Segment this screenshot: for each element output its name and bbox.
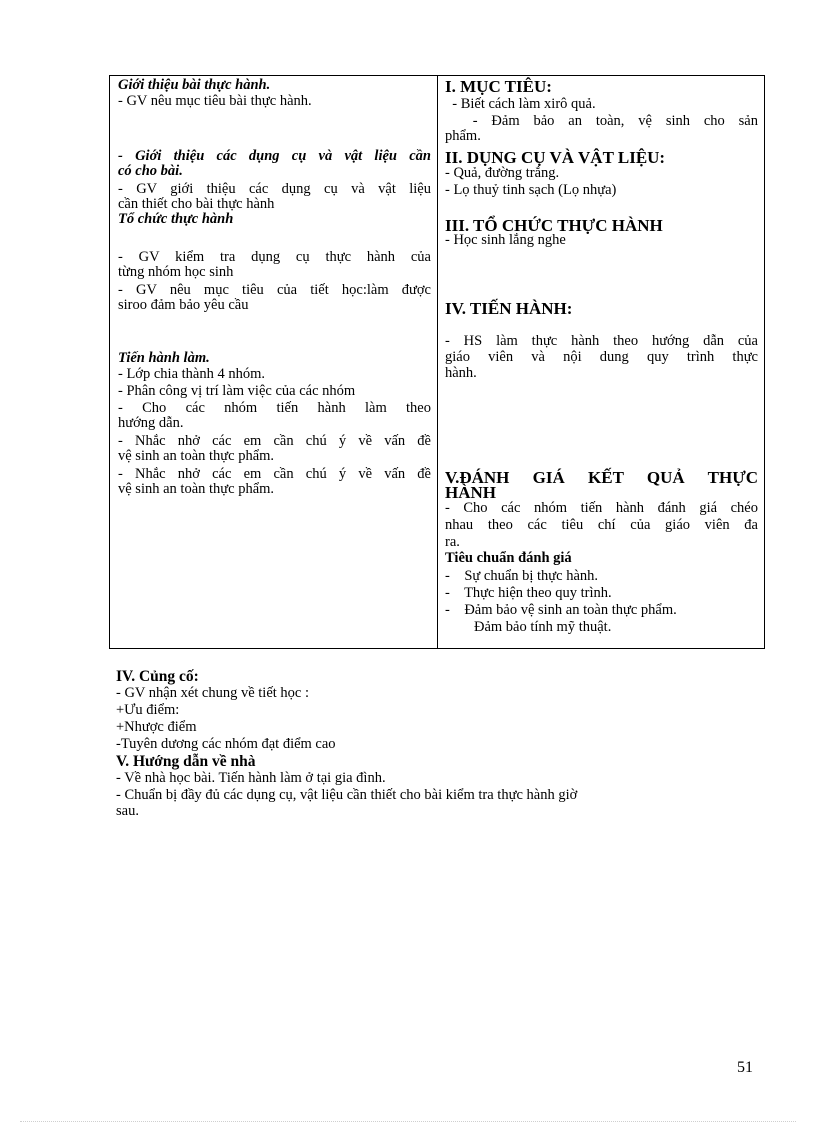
- left-line: - Cho các nhóm tiến hành làm theo: [118, 400, 431, 416]
- body-line: +Ưu điểm:: [116, 702, 180, 718]
- body-line: +Nhược điểm: [116, 719, 197, 735]
- left-line: - Nhắc nhở các em cần chú ý về vấn đề: [118, 433, 431, 449]
- body-line: -Tuyên dương các nhóm đạt điểm cao: [116, 736, 336, 752]
- left-line: - Lớp chia thành 4 nhóm.: [118, 366, 265, 382]
- left-line: cần thiết cho bài thực hành: [118, 196, 275, 212]
- right-line: hành.: [445, 365, 477, 381]
- column-divider: [437, 76, 438, 648]
- left-line: - GV nêu mục tiêu bài thực hành.: [118, 93, 312, 109]
- left-line: - GV kiểm tra dụng cụ thực hành của: [118, 249, 431, 265]
- heading-organize-practice: III. TỔ CHỨC THỰC HÀNH: [445, 216, 663, 235]
- heading-homework: V. Hướng dẫn về nhà: [116, 753, 256, 770]
- heading-objectives: I. MỤC TIÊU:: [445, 77, 552, 96]
- footer-dotted-rule: [20, 1121, 796, 1122]
- body-line: sau.: [116, 803, 139, 819]
- left-line: hướng dẫn.: [118, 415, 184, 431]
- criteria-item: Đảm bảo tính mỹ thuật.: [445, 619, 612, 635]
- body-line: - Về nhà học bài. Tiến hành làm ở tại gia đình.: [116, 770, 386, 786]
- body-line: - GV nhận xét chung về tiết học :: [116, 685, 310, 701]
- page-number: 51: [737, 1059, 753, 1076]
- right-line: - Học sinh lắng nghe: [445, 232, 566, 248]
- body-line: - Chuẩn bị đầy đủ các dụng cụ, vật liệu cần thiết cho bài kiểm tra thực hành giờ: [116, 787, 578, 803]
- heading-intro: Giới thiệu bài thực hành.: [118, 77, 271, 93]
- heading-procedure: Tiến hành làm.: [118, 350, 210, 366]
- right-line: phẩm.: [445, 128, 481, 144]
- left-line: siroo đảm bảo yêu cầu: [118, 297, 249, 313]
- right-line: - Đảm bảo an toàn, vệ sinh cho sản: [445, 113, 758, 129]
- heading-evaluation-cont: HÀNH: [445, 483, 496, 502]
- heading-tools-intro-cont: có cho bài.: [118, 163, 183, 179]
- right-line: - HS làm thực hành theo hướng dẫn của: [445, 333, 758, 349]
- left-line: - Nhắc nhở các em cần chú ý về vấn đề: [118, 466, 431, 482]
- left-line: - Phân công vị trí làm việc của các nhóm: [118, 383, 356, 399]
- right-line: - Biết cách làm xirô quả.: [445, 96, 596, 112]
- heading-tools-intro: - Giới thiệu các dụng cụ và vật liệu cần: [118, 148, 431, 164]
- left-line: - GV nêu mục tiêu của tiết học:làm được: [118, 282, 431, 298]
- criteria-item: - Thực hiện theo quy trình.: [445, 585, 612, 601]
- right-line: - Quả, đường trắng.: [445, 165, 560, 181]
- right-line: nhau theo các tiêu chí của giáo viên đa: [445, 517, 758, 533]
- left-line: - GV giới thiệu các dụng cụ và vật liệu: [118, 181, 431, 197]
- criteria-item: - Đảm bảo vệ sinh an toàn thực phẩm.: [445, 602, 677, 618]
- right-line: - Cho các nhóm tiến hành đánh giá chéo: [445, 500, 758, 516]
- heading-organize: Tổ chức thực hành: [118, 211, 234, 227]
- heading-evaluation: V.ĐÁNH GIÁ KẾT QUẢ THỰC: [445, 468, 758, 487]
- heading-criteria: Tiêu chuẩn đánh giá: [445, 550, 572, 566]
- right-line: ra.: [445, 534, 460, 550]
- left-line: từng nhóm học sinh: [118, 264, 234, 280]
- left-line: vệ sinh an toàn thực phẩm.: [118, 481, 275, 497]
- heading-tools: II. DỤNG CỤ VÀ VẬT LIỆU:: [445, 148, 666, 167]
- criteria-item: - Sự chuẩn bị thực hành.: [445, 568, 599, 584]
- right-line: - Lọ thuỷ tinh sạch (Lọ nhựa): [445, 182, 617, 198]
- heading-consolidation: IV. Củng cố:: [116, 668, 199, 685]
- lesson-table: [109, 75, 765, 649]
- left-line: vệ sinh an toàn thực phẩm.: [118, 448, 275, 464]
- heading-procedure-right: IV. TIẾN HÀNH:: [445, 299, 573, 318]
- right-line: giáo viên và nội dung quy trình thực: [445, 349, 758, 365]
